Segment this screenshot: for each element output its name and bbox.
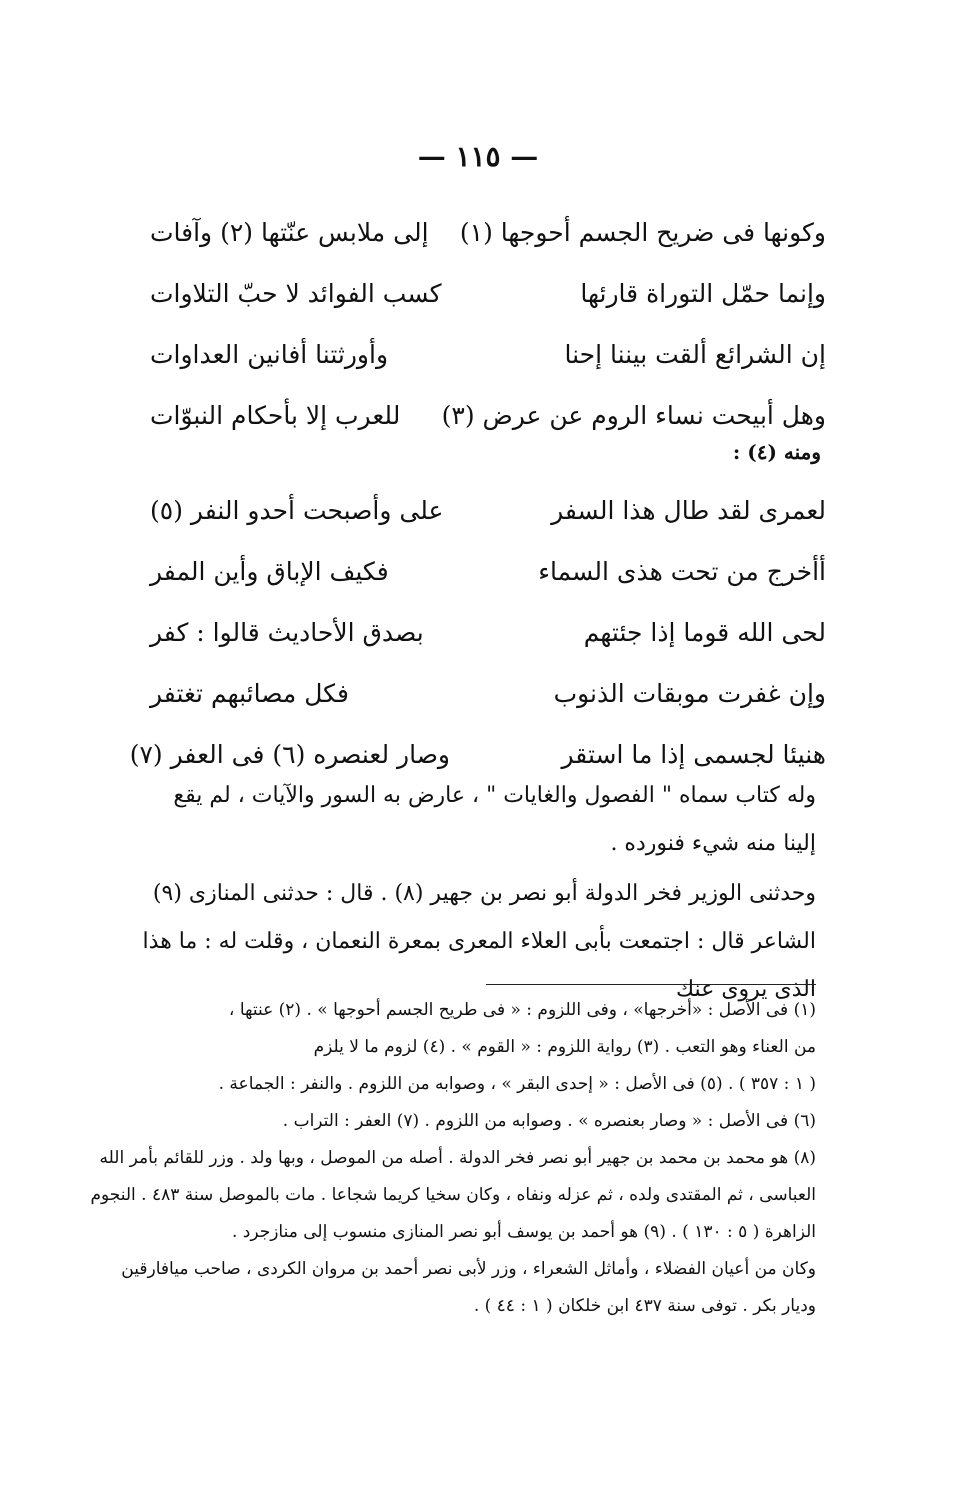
- verse-second-hemistich: فكل مصائبهم تغتفر: [150, 679, 349, 708]
- footnote-line: (١) فى الأصل : «أخرجها» ، وفى اللزوم : « فى طريح الجسم أحوجها » . (٢) عنتها ،: [228, 1000, 816, 1020]
- verse-first-hemistich: إن الشرائع ألقت بيننا إحنا: [564, 340, 826, 369]
- footnote-line: العباسى ، ثم المقتدى ولده ، ثم عزله ونفاه ، وكان سخيا كريما شجاعا . مات بالموصل سنة ٤٨٣ . النجوم: [90, 1185, 816, 1205]
- footnote-line: وكان من أعيان الفضلاء ، وأماثل الشعراء ، وزر لأبى نصر أحمد بن مروان الكردى ، صاحب ميافارقين: [121, 1259, 816, 1279]
- verse-second-hemistich: فكيف الإباق وأين المفر: [150, 557, 389, 586]
- footnote-line: (٨) هو محمد بن محمد بن جهير أبو نصر فخر الدولة . أصله من الموصل ، وبها ولد . وزر للقائم بأمر الله: [99, 1148, 816, 1168]
- verse-second-hemistich: على وأصبحت أحدو النفر (٥): [150, 496, 444, 525]
- footnote-line: وديار بكر . توفى سنة ٤٣٧ ابن خلكان ( ١ : ٤٤ ) .: [473, 1296, 816, 1316]
- verse: [150, 663, 826, 724]
- verse: [150, 385, 826, 446]
- verse-second-hemistich: وصار لعنصره (٦) فى العفر (٧): [129, 740, 450, 769]
- verse-first-hemistich: وإن غفرت موبقات الذنوب: [553, 679, 826, 708]
- verse-first-hemistich: وإنما حمّل التوراة قارئها: [580, 279, 826, 308]
- verse-second-hemistich: بصدق الأحاديث قالوا : كفر: [150, 618, 424, 647]
- footnotes: [90, 992, 816, 1325]
- verse-first-hemistich: وكونها فى ضريح الجسم أحوجها (١): [459, 218, 826, 247]
- verse-second-hemistich: للعرب إلا بأحكام النبوّات: [150, 401, 401, 430]
- verse: [150, 480, 826, 541]
- verse-first-hemistich: وهل أبيحت نساء الروم عن عرض (٣): [441, 401, 826, 430]
- verse-first-hemistich: لحى الله قوما إذا جئتهم: [583, 618, 826, 647]
- footnote-line: (٦) فى الأصل : « وصار بعنصره » . وصوابه من اللزوم . (٧) العفر : التراب .: [282, 1111, 816, 1131]
- footnote-line: الزاهرة ( ٥ : ١٣٠ ) . (٩) هو أحمد بن يوسف أبو نصر المنازى منسوب إلى منازجرد .: [231, 1222, 816, 1242]
- verse: [150, 602, 826, 663]
- verse: [150, 324, 826, 385]
- poem-first: [150, 202, 826, 446]
- page-number: — ١١٥ —: [417, 140, 539, 173]
- paragraph-text: وله كتاب سماه " الفصول والغايات " ، عارض به السور والآيات ، لم يقع إلينا منه شيء فنورده .: [173, 783, 816, 856]
- verse: [150, 541, 826, 602]
- prose-paragraph: [136, 772, 816, 868]
- poem-second: [129, 480, 826, 785]
- footnote-line: ( ١ : ٣٥٧ ) . (٥) فى الأصل : « إحدى البقر » ، وصوابه من اللزوم . والنفر : الجماعة .: [218, 1074, 816, 1094]
- verse-second-hemistich: إلى ملابس عنّتها (٢) وآفات: [150, 218, 429, 247]
- verse-second-hemistich: وأورثتنا أفانين العداوات: [150, 340, 389, 369]
- verse: [150, 263, 826, 324]
- verse: [150, 202, 826, 263]
- paragraph-text: وحدثنى الوزير فخر الدولة أبو نصر بن جهير (٨) . قال : حدثنى المنازى (٩) الشاعر قال : اجتمعت بأبى العلاء المعرى بمعرة النعمان ، وقلت له : ما هذا الذى يروى عنك: [142, 881, 816, 1002]
- footnote-divider: [486, 984, 816, 985]
- section-heading: ومنه (٤) :: [732, 440, 821, 464]
- verse-first-hemistich: أأخرج من تحت هذى السماء: [538, 557, 826, 586]
- verse-second-hemistich: كسب الفوائد لا حبّ التلاوات: [150, 279, 442, 308]
- footnote-line: من العناء وهو التعب . (٣) رواية اللزوم : « القوم » . (٤) لزوم ما لا يلزم: [313, 1037, 816, 1057]
- verse-first-hemistich: هنيئا لجسمى إذا ما استقر: [561, 740, 826, 769]
- verse-first-hemistich: لعمرى لقد طال هذا السفر: [551, 496, 826, 525]
